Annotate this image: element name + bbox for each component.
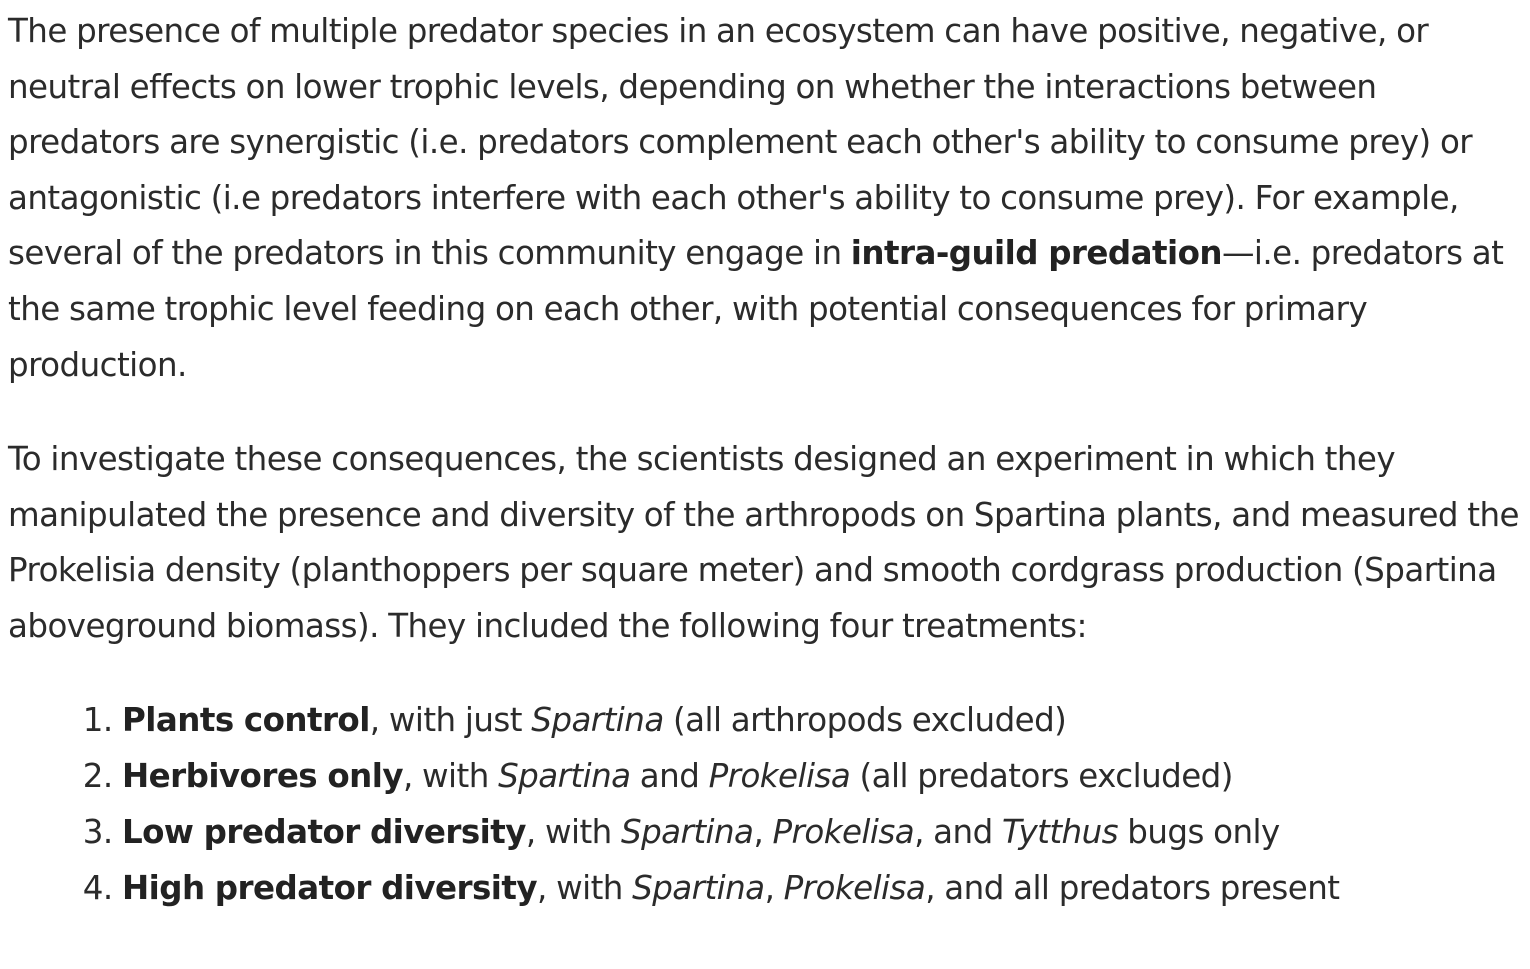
intro-text-after: —i.e. predators at the same trophic level feeding on each other, with potential consequences for primary production. [8, 234, 1504, 384]
species-name: Spartina [632, 868, 765, 907]
treatment-name: Low predator diversity [122, 812, 526, 851]
treatment-text: (all predators excluded) [850, 756, 1233, 795]
treatment-text: , with [525, 812, 621, 851]
treatment-name: Plants control [122, 700, 370, 739]
species-name: Spartina [621, 812, 754, 851]
treatment-text: and [630, 756, 709, 795]
treatment-text: , with just [369, 700, 532, 739]
list-item [122, 692, 1530, 748]
experiment-paragraph: To investigate these consequences, the scientists designed an experiment in which they manipulated the presence and diversity of the arthropods on Spartina plants, and measured the Prokelisia density (planthoppers per square meter) and smooth cordgrass production (Spartina aboveground biomass). They included the following four treatments: [8, 440, 1519, 645]
treatment-name: Herbivores only [122, 756, 403, 795]
intra-guild-predation-term: intra-guild predation [850, 234, 1222, 273]
treatments-list [8, 692, 1530, 916]
treatment-text: bugs only [1118, 812, 1280, 851]
species-name: Tytthus [1001, 812, 1118, 851]
list-item [122, 860, 1530, 916]
treatment-text: , and all predators present [925, 868, 1340, 907]
species-name: Prokelisa [708, 756, 851, 795]
treatment-text: , [764, 868, 784, 907]
treatment-text: , [753, 812, 773, 851]
species-name: Prokelisa [783, 868, 926, 907]
treatment-text: , with [537, 868, 633, 907]
list-item [122, 804, 1530, 860]
species-name: Spartina [498, 756, 631, 795]
intro-paragraph [8, 0, 1530, 393]
species-name: Prokelisa [772, 812, 915, 851]
intro-text-before: The presence of multiple predator species in an ecosystem can have positive, negative, or neutral effects on lower trophic levels, depending on whether the interactions between predators are synergistic (i.e. predators complement each other's ability to consume prey) or antagonistic (i.e predators interfere with each other's ability to consume prey). For example, several of the predators in this community engage in [8, 12, 1473, 273]
list-item [122, 748, 1530, 804]
treatment-name: High predator diversity [122, 868, 538, 907]
treatment-text: , and [914, 812, 1002, 851]
treatment-text: (all arthropods excluded) [663, 700, 1067, 739]
species-name: Spartina [531, 700, 664, 739]
treatment-text: , with [402, 756, 499, 795]
